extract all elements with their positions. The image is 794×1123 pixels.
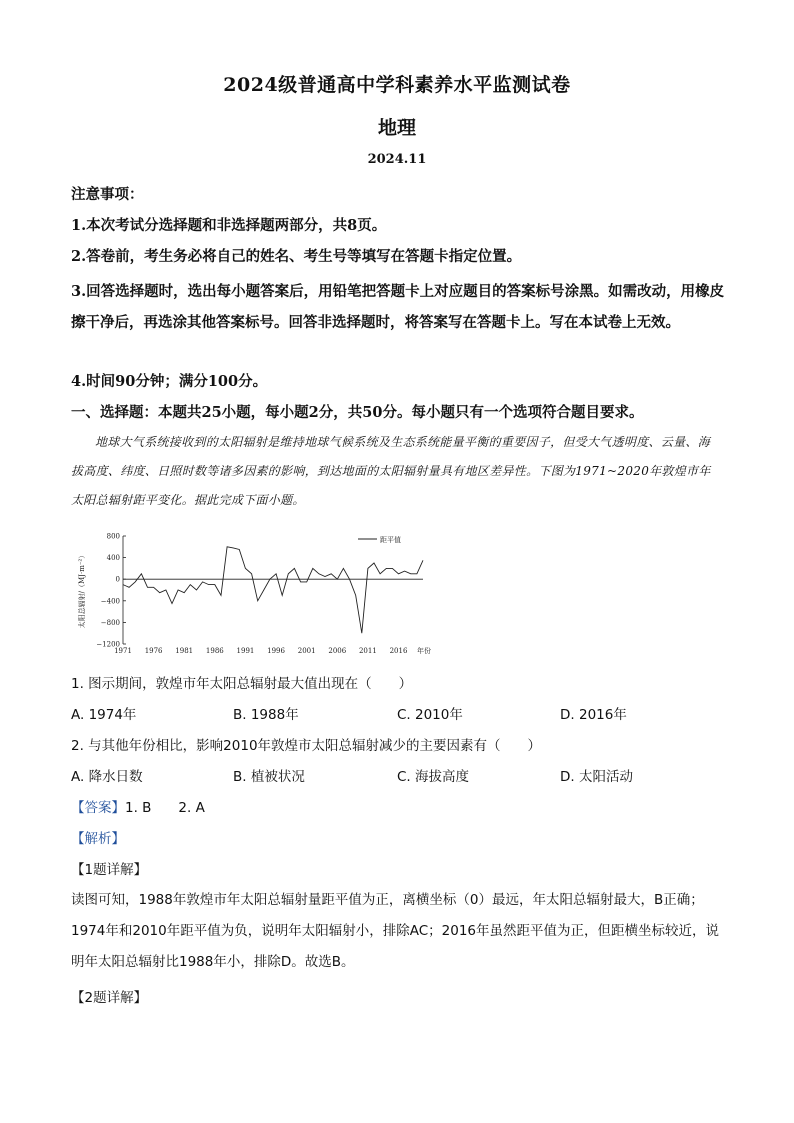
x-tick-label: 1971 [114, 647, 132, 655]
answer-text: 1. B 2. A [125, 800, 205, 816]
note-item-4: 4.时间90分钟；满分100分。 [71, 373, 268, 390]
notes-heading: 注意事项： [71, 186, 144, 203]
y-tick-label: 400 [106, 554, 120, 563]
x-tick-label: 1991 [236, 647, 255, 655]
detail-1-text: 读图可知，1988年敦煌市年太阳总辐射量距平值为正，离横坐标（0）最远，年太阳总辐射最大，B正确；1974年和2010年距平值为负，说明年太阳辐射小，排除AC；2016年虽然距平值为正，但距横坐标较近，说明年太阳总辐射比1988年小，排除D。故选B。 [71, 892, 719, 970]
q1-option-a: A. 1974年 [71, 707, 137, 723]
chart-svg [75, 528, 435, 656]
y-tick-label: −800 [100, 618, 120, 627]
y-tick-label: 0 [115, 575, 120, 584]
y-tick-label: 800 [106, 532, 120, 541]
exam-date: 2024.11 [367, 152, 427, 167]
analysis-label: 【解析】 [71, 831, 125, 847]
note-item-2: 2.答卷前，考生务必将自己的姓名、考生号等填写在答题卡指定位置。 [71, 248, 522, 265]
x-tick-label: 2001 [297, 647, 316, 655]
radiation-anomaly-chart [75, 528, 435, 656]
question-1-stem: 1. 图示期间，敦煌市年太阳总辐射最大值出现在（ ） [71, 676, 413, 692]
detail-1-label: 【1题详解】 [71, 862, 148, 878]
anomaly-series-line [123, 547, 423, 633]
y-tick-label: −400 [100, 597, 120, 606]
answer-label: 【答案】 [71, 800, 125, 816]
detail-2-label: 【2题详解】 [71, 990, 148, 1006]
q2-option-b: B. 植被状况 [233, 769, 305, 785]
answer-row [71, 796, 205, 816]
exam-title: 2024级普通高中学科素养水平监测试卷 [223, 74, 571, 96]
x-axis-label: 年份 [417, 647, 431, 655]
y-axis-label: 太阳总辐射/（MJ·m⁻²） [78, 551, 86, 629]
q1-option-b: B. 1988年 [233, 707, 299, 723]
x-tick-label: 1981 [175, 647, 194, 655]
x-tick-label: 1976 [144, 647, 163, 655]
q1-option-d: D. 2016年 [560, 707, 627, 723]
q1-option-c: C. 2010年 [397, 707, 463, 723]
q2-option-a: A. 降水日数 [71, 769, 143, 785]
legend-label: 距平值 [380, 536, 401, 544]
question-2-stem: 2. 与其他年份相比，影响2010年敦煌市太阳总辐射减少的主要因素有（ ） [71, 738, 542, 754]
note-item-1: 1.本次考试分选择题和非选择题两部分，共8页。 [71, 217, 387, 234]
x-tick-label: 2011 [358, 647, 377, 655]
q2-option-c: C. 海拔高度 [397, 769, 470, 785]
x-tick-label: 1986 [205, 647, 224, 655]
x-tick-label: 2006 [328, 647, 347, 655]
passage-text: 地球大气系统接收到的太阳辐射是维持地球气候系统及生态系统能量平衡的重要因子，但受大气透明度、云量、海拔高度、纬度、日照时数等诸多因素的影响，到达地面的太阳辐射量具有地区差异性。下图为1971~2020年敦煌市年太阳总辐射距平变化。据此完成下面小题。 [71, 435, 711, 507]
y-tick-label: −1200 [96, 640, 120, 649]
note-item-3: 3.回答选择题时，选出每小题答案后，用铅笔把答题卡上对应题目的答案标号涂黑。如需改动，用橡皮擦干净后，再选涂其他答案标号。回答非选择题时，将答案写在答题卡上。写在本试卷上无效。 [71, 283, 725, 331]
x-tick-label: 1996 [267, 647, 285, 655]
exam-subject: 地理 [377, 117, 416, 139]
q2-option-d: D. 太阳活动 [560, 769, 633, 785]
section-heading: 一、选择题：本题共25小题，每小题2分，共50分。每小题只有一个选项符合题目要求。 [71, 404, 644, 421]
x-tick-label: 2016 [389, 647, 408, 655]
